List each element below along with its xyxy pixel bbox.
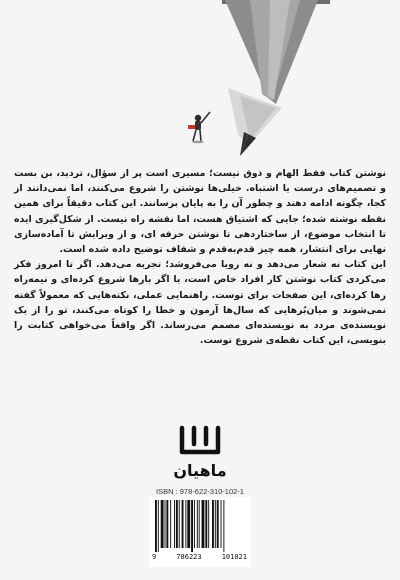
blurb-paragraph-2: این کتاب نه شعار می‌دهد و نه رویا می‌فروشد؛ تجربه می‌دهد. اگر تا امروز فکر می‌کردی کتاب نوشتن کار افراد خاص است، یا اگر بارها شروع کرده‌ای و نیمه‌راه رها کرده‌ای، این صفحات برای توست. راهنمایی عملی، نکته‌هایی که معمولاً گفته نمی‌شوند و میان‌بُرهایی که سال‌ها آزمون و خطا را کوتاه می‌کنند، تو را از یک نویسنده‌ی مردد به نویسنده‌ای مصمم می‌رساند. اگر واقعاً می‌خواهی کتابت را بنویسی، این کتاب نقطه‌ی شروع توست. [14, 259, 386, 347]
tiny-figure [188, 112, 210, 143]
pencil-illustration [0, 0, 400, 160]
barcode-digits-lead: 9 [152, 553, 157, 561]
barcode-digits [149, 553, 251, 561]
publisher-name: ماهیان [173, 461, 227, 480]
isbn-label: ISBN : 978-622-310-102-1 [156, 487, 244, 496]
barcode-digits-left: 786223 [176, 553, 202, 561]
barcode-bars [155, 500, 245, 552]
publisher-logo [168, 424, 232, 482]
barcode-digits-right: 101021 [221, 553, 247, 561]
back-cover-blurb [14, 166, 386, 348]
blurb-paragraph-1: نوشتن کتاب فقط الهام و ذوق نیست؛ مسیری است پر از سؤال، تردید، بن بست و تصمیم‌های درست یا اشتباه. خیلی‌ها نوشتن را شروع می‌کنند، اما نمی‌دانند از کجا، چگونه ادامه دهند و چطور آن را به پایان برسانند. این کتاب دقیقاً برای همین نقطه نوشته شده؛ جایی که اشتیاق هست، اما نقشه راه نیست. از شکل‌گیری ایده تا انتخاب موضوع، از ساختاردهی تا نوشتن حرفه ای، و از ویرایش تا آماده‌سازی نهایی برای انتشار، همه چیز قدم‌به‌قدم و شفاف توضیح داده شده است. [14, 168, 386, 256]
isbn-barcode [149, 497, 251, 567]
publisher-logo-mark [168, 424, 232, 460]
